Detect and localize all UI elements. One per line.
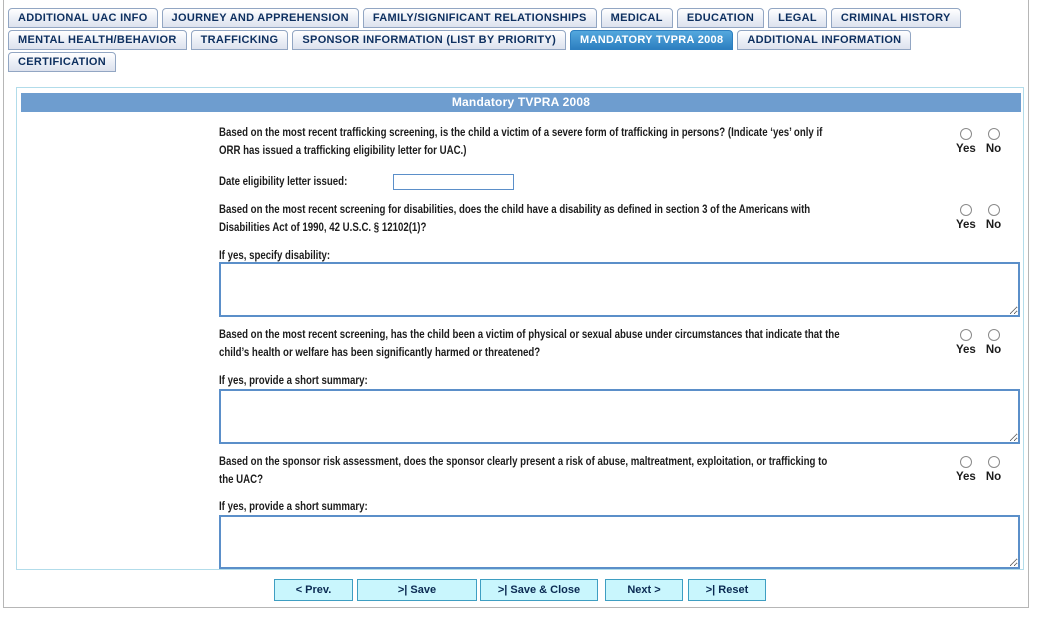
save-button[interactable]: >| Save [357, 579, 477, 601]
sponsor-risk-followup-label: If yes, provide a short summary: [219, 501, 368, 513]
tab-mental-health-behavior[interactable]: MENTAL HEALTH/BEHAVIOR [8, 30, 187, 50]
q4-yes-option [956, 456, 976, 483]
q4-no-radio[interactable] [988, 456, 1000, 468]
date-eligibility-input[interactable] [393, 174, 514, 190]
q4-no-option [986, 456, 1001, 483]
tab-education[interactable]: EDUCATION [677, 8, 764, 28]
abuse-summary-textarea[interactable] [219, 389, 1020, 444]
question-trafficking-victim-line1: Based on the most recent trafficking screening, is the child a victim of a severe form of trafficking in persons? (Indicate ‘yes’ only if [219, 127, 823, 139]
q3-yes-option [956, 329, 976, 356]
prev-button[interactable]: < Prev. [274, 579, 353, 601]
question-abuse-line1: Based on the most recent screening, has the child been a victim of physical or sexual abuse under circumstances that indicate that the [219, 329, 840, 341]
tab-bar-row-2 [8, 30, 911, 50]
save-close-button[interactable]: >| Save & Close [480, 579, 598, 601]
tab-trafficking[interactable]: TRAFFICKING [191, 30, 289, 50]
q4-no-label: No [985, 471, 1002, 483]
q1-yes-option [956, 128, 976, 155]
abuse-followup-label: If yes, provide a short summary: [219, 375, 368, 387]
q4-yes-label: Yes [956, 471, 976, 483]
q2-yes-label: Yes [956, 219, 976, 231]
tab-bar-row-3 [8, 52, 116, 72]
question-abuse-line2: child’s health or welfare has been significantly harmed or threatened? [219, 347, 541, 359]
q2-no-radio[interactable] [988, 204, 1000, 216]
q2-yes-radio[interactable] [960, 204, 972, 216]
q3-yes-radio[interactable] [960, 329, 972, 341]
tab-criminal-history[interactable]: CRIMINAL HISTORY [831, 8, 961, 28]
disability-followup-label: If yes, specify disability: [219, 250, 331, 262]
tab-additional-information[interactable]: ADDITIONAL INFORMATION [737, 30, 911, 50]
question-disability-line2: Disabilities Act of 1990, 42 U.S.C. § 12102(1)? [219, 222, 427, 234]
tab-family-significant-relationships[interactable]: FAMILY/SIGNIFICANT RELATIONSHIPS [363, 8, 597, 28]
q1-yes-label: Yes [956, 143, 976, 155]
tab-bar-row-1 [8, 8, 961, 28]
question-disability-line1: Based on the most recent screening for disabilities, does the child have a disability as defined in section 3 of the Americans with [219, 204, 811, 216]
tab-certification[interactable]: CERTIFICATION [8, 52, 116, 72]
question-trafficking-victim-line2: ORR has issued a trafficking eligibility letter for UAC.) [219, 145, 467, 157]
q1-no-label: No [985, 143, 1002, 155]
tab-additional-uac-info[interactable]: ADDITIONAL UAC INFO [8, 8, 158, 28]
panel-header-title: Mandatory TVPRA 2008 [21, 93, 1021, 112]
q2-no-label: No [985, 219, 1002, 231]
tab-mandatory-tvpra-2008[interactable]: MANDATORY TVPRA 2008 [570, 30, 733, 50]
q3-radio-group [956, 329, 1001, 356]
q2-no-option [986, 204, 1001, 231]
date-eligibility-label: Date eligibility letter issued: [219, 176, 348, 188]
question-sponsor-risk-line2: the UAC? [219, 474, 264, 486]
q4-radio-group [956, 456, 1001, 483]
tab-medical[interactable]: MEDICAL [601, 8, 673, 28]
tab-legal[interactable]: LEGAL [768, 8, 827, 28]
q3-no-option [986, 329, 1001, 356]
disability-textarea[interactable] [219, 262, 1020, 317]
tab-sponsor-information[interactable]: SPONSOR INFORMATION (LIST BY PRIORITY) [292, 30, 566, 50]
q3-yes-label: Yes [956, 344, 976, 356]
q1-radio-group [956, 128, 1001, 155]
sponsor-risk-summary-textarea[interactable] [219, 515, 1020, 569]
q3-no-radio[interactable] [988, 329, 1000, 341]
form-panel [16, 87, 1024, 570]
reset-button[interactable]: >| Reset [688, 579, 766, 601]
q2-radio-group [956, 204, 1001, 231]
q1-no-radio[interactable] [988, 128, 1000, 140]
q3-no-label: No [985, 344, 1002, 356]
next-button[interactable]: Next > [605, 579, 683, 601]
q1-yes-radio[interactable] [960, 128, 972, 140]
q2-yes-option [956, 204, 976, 231]
question-sponsor-risk-line1: Based on the sponsor risk assessment, does the sponsor clearly present a risk of abuse, maltreatment, exploitation, or trafficking to [219, 456, 828, 468]
tab-journey-and-apprehension[interactable]: JOURNEY AND APPREHENSION [162, 8, 359, 28]
q1-no-option [986, 128, 1001, 155]
q4-yes-radio[interactable] [960, 456, 972, 468]
